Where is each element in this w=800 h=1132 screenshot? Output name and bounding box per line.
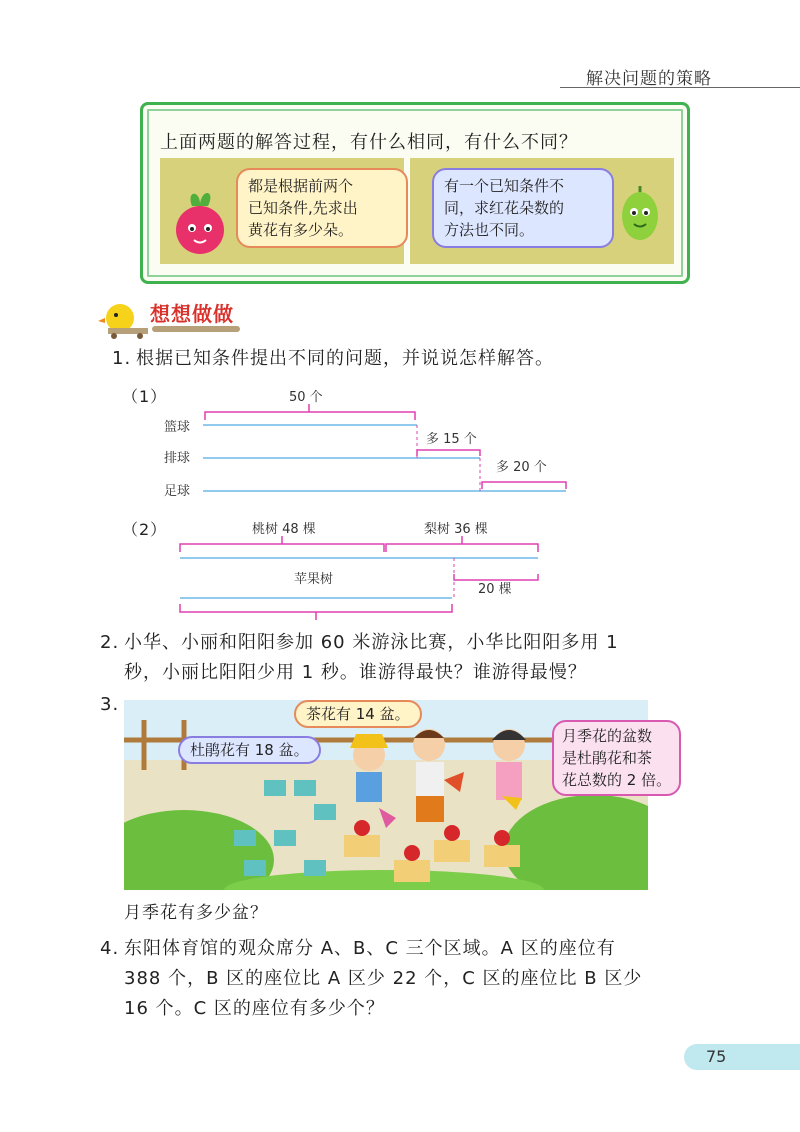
right-speech-bubble: 有一个已知条件不 同，求红花朵数的 方法也不同。 bbox=[432, 168, 614, 248]
brace-20-label: 多 20 个 bbox=[496, 460, 547, 475]
rose-bubble: 月季花的盆数 是杜鹃花和茶 花总数的 2 倍。 bbox=[552, 720, 681, 796]
pear-label: 梨树 36 棵 bbox=[424, 522, 488, 537]
apple-label: 苹果树 bbox=[294, 572, 334, 587]
section-title: 想想做做 bbox=[150, 302, 234, 326]
part-1-label: （1） bbox=[122, 387, 168, 406]
part-2-label: （2） bbox=[122, 520, 168, 539]
problem-1-text: 根据已知条件提出不同的问题，并说说怎样解答。 bbox=[136, 348, 554, 369]
diff-label: 20 棵 bbox=[478, 582, 512, 597]
chapter-title: 解决问题的策略 bbox=[586, 69, 712, 89]
problem-3-number: 3. bbox=[100, 694, 120, 715]
problem-1-number: 1. bbox=[112, 348, 132, 369]
brace-15-label: 多 15 个 bbox=[426, 432, 477, 447]
problem-4-line-1: 东阳体育馆的观众席分 A、B、C 三个区域。A 区的座位有 bbox=[124, 938, 616, 959]
peach-label: 桃树 48 棵 bbox=[252, 522, 316, 537]
problem-4-line-2: 388 个，B 区的座位比 A 区少 22 个，C 区的座位比 B 区少 bbox=[124, 968, 643, 989]
discussion-question: 上面两题的解答过程，有什么相同，有什么不同？ bbox=[160, 132, 578, 153]
problem-2-number: 2. bbox=[100, 632, 120, 653]
problem-4-line-3: 16 个。C 区的座位有多少个？ bbox=[124, 998, 385, 1019]
page-number: 75 bbox=[706, 1047, 727, 1066]
problem-2-line-2: 秒，小丽比阳阳少用 1 秒。谁游得最快？谁游得最慢？ bbox=[124, 662, 587, 683]
row-label-basketball: 篮球 bbox=[164, 420, 191, 435]
brace-50-label: 50 个 bbox=[289, 390, 323, 405]
problem-3-question: 月季花有多少盆？ bbox=[124, 903, 268, 923]
page-number-tab bbox=[684, 1044, 800, 1070]
problem-4-number: 4. bbox=[100, 938, 120, 959]
problem-2-line-1: 小华、小丽和阳阳参加 60 米游泳比赛，小华比阳阳多用 1 bbox=[124, 632, 619, 653]
azalea-bubble: 杜鹃花有 18 盆。 bbox=[178, 736, 321, 764]
row-label-football: 足球 bbox=[164, 484, 191, 499]
tea-flower-bubble: 茶花有 14 盆。 bbox=[294, 700, 422, 728]
row-label-volleyball: 排球 bbox=[164, 451, 191, 466]
left-speech-bubble: 都是根据前两个 已知条件,先求出 黄花有多少朵。 bbox=[236, 168, 408, 248]
